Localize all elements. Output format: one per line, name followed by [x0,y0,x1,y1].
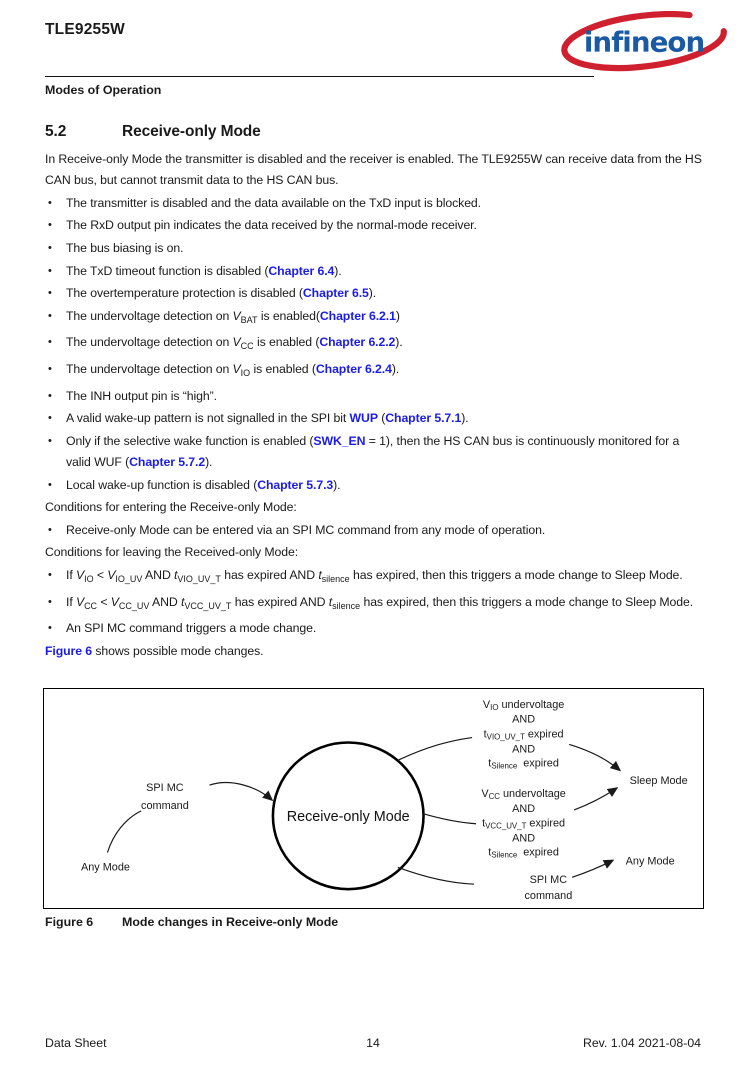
page-footer [45,1036,701,1056]
cond-vcc-to-sleep-arrow [574,788,617,810]
cond-io-to-sleep-arrow [569,744,620,770]
text-segment: silence [332,600,361,611]
spimc-to-state-arrow [210,783,272,800]
text-segment: V [110,594,119,609]
text-segment: IO_UV [115,573,143,584]
figure-caption [45,915,338,929]
body-content [45,122,703,663]
bullet-item [45,520,703,541]
cond-vcc-and2: AND [512,832,536,845]
bullet-text: The undervoltage detection on $V_{IO}$ is enabled (Chapter 6.2.4). [66,361,400,378]
bullet-text: Receive-only Mode can be entered via an SPI MC command from any mode of operation. [66,522,546,537]
bullet-text: The undervoltage detection on $V_{BAT}$ is enabled(Chapter 6.2.1) [66,308,400,325]
bullet-item [45,431,703,473]
left-trigger-line2: command [141,799,189,812]
bullet-item [45,215,703,236]
text-segment: t [174,567,178,582]
cond-vcc-and1: AND [512,802,536,815]
bullet-item [45,193,703,214]
bullet-item [45,475,703,496]
chapter-link[interactable]: Chapter 6.2.2 [319,335,396,350]
text-segment: VIO_UV_T [177,573,221,584]
header-rule [45,76,594,77]
bullet-text: Only if the selective wake function is enabled (SWK_EN = 1), then the HS CAN bus is continuously monitored for a valid WUF (Chapter 5.7.2). [66,433,680,469]
bullet-text: The RxD output pin indicates the data received by the normal-mode receiver. [66,218,477,233]
chapter-link[interactable]: Chapter 5.7.2 [129,454,206,469]
bullet-item [45,359,703,384]
bullet-marker: • [48,309,52,322]
paragraph: Conditions for entering the Receive-only Mode: [45,500,297,515]
bottom-trigger-line1: SPI MC [529,874,568,887]
bullet-item [45,332,703,357]
paragraph: Figure 6 shows possible mode changes. [45,643,264,658]
bullet-text: The overtemperature protection is disabled (Chapter 6.5). [66,286,377,301]
bullet-text: If $V_{CC} < V_{CC\_UV}$ AND $t_{VCC\_UV\_T}$ has expired AND $t_{silence}$ has expired, then this triggers a mode change to Sleep Mode. [66,594,694,611]
bullet-text: A valid wake-up pattern is not signalled in the SPI bit WUP (Chapter 5.7.1). [66,411,469,426]
bullet-marker: • [48,478,52,491]
footer-doc-type: Data Sheet [45,1036,107,1050]
ellipse-to-spimc-curve [398,867,474,884]
bullet-marker: • [48,219,52,232]
cond-io-and2: AND [512,743,536,756]
figure-frame [43,688,704,909]
source-any-mode-label: Any Mode [80,861,130,874]
bullet-text: The transmitter is disabled and the data available on the TxD input is blocked. [66,195,481,210]
cond-io-line5: tSilence expired [488,757,559,771]
logo-wordmark: infineon [583,25,705,59]
bullet-marker: • [48,523,52,536]
bullet-text: The undervoltage detection on $V_{CC}$ is enabled (Chapter 6.2.2). [66,335,403,352]
text-segment: VCC_UV_T [184,600,232,611]
bottom-trigger-line2: command [524,890,573,903]
paragraph: In Receive-only Mode the transmitter is disabled and the receiver is enabled. The TLE9255W can receive data from the HS CAN bus, but cannot transmit data to the HS CAN bus. [45,152,702,188]
bullet-item [45,306,703,331]
footer-revision: Rev. 1.04 2021-08-04 [582,1036,701,1050]
anymode-to-spimc-curve [107,811,141,853]
text-segment: CC [240,341,254,352]
section-title: Receive-only Mode [122,123,261,140]
text-segment: CC [84,600,98,611]
bullet-marker: • [48,241,52,254]
bullet-text: The TxD timeout function is disabled (Chapter 6.4). [66,263,342,278]
bullet-marker: • [48,434,52,447]
bullet-marker: • [48,595,52,608]
bullet-item [45,386,703,407]
text-segment: BAT [240,314,258,325]
section-number: 5.2 [45,123,67,140]
text-segment: CC_UV [118,600,150,611]
text-segment: IO [84,573,94,584]
chapter-link[interactable]: Chapter 6.2.4 [315,361,392,376]
bullet-item [45,618,703,639]
target-any-mode-label: Any Mode [625,855,675,868]
chapter-link[interactable]: Chapter 5.7.1 [385,411,462,426]
figure-caption-label: Figure 6 [45,915,94,929]
chapter-link[interactable]: SWK_EN [313,433,366,448]
left-trigger-line1: SPI MC [146,782,184,795]
bullet-item [45,592,703,617]
chapter-header: Modes of Operation [45,83,162,97]
chapter-link[interactable]: WUP [349,411,378,426]
bullet-marker: • [48,389,52,402]
bullet-item [45,408,703,429]
bullet-text: An SPI MC command triggers a mode change. [66,621,317,636]
bullet-marker: • [48,568,52,581]
cond-vcc-line3: tVCC_UV_T expired [482,817,566,831]
infineon-logo [560,11,732,73]
bullet-item [45,283,703,304]
bullet-marker: • [48,412,52,425]
chapter-link[interactable]: Chapter 6.2.1 [319,308,396,323]
chapter-link[interactable]: Chapter 6.4 [268,263,335,278]
mode-change-diagram [44,689,701,906]
text-segment: t [328,594,333,609]
bullet-item [45,565,703,590]
cond-vcc-line5: tSilence expired [488,846,559,860]
bullet-item [45,238,703,259]
bullet-marker: • [48,336,52,349]
bullet-marker: • [48,196,52,209]
bullet-text: The INH output pin is “high”. [66,388,217,403]
text-segment: V [75,594,85,609]
cond-vcc-line1: VCC undervoltage [481,788,566,801]
chapter-link[interactable]: Figure 6 [45,643,93,658]
text-segment: IO [240,367,251,378]
text-segment: silence [321,573,350,584]
text-segment: V [232,335,241,350]
bullet-marker: • [48,362,52,375]
ellipse-to-cond-vcc-curve [424,814,477,824]
bullet-marker: • [48,264,52,277]
ellipse-to-cond-io-curve [398,738,472,761]
target-sleep-mode-label: Sleep Mode [629,775,688,788]
diagram-state-label: Receive-only Mode [286,808,410,825]
text-segment: V [75,567,85,582]
chapter-link[interactable]: Chapter 6.5 [302,286,369,301]
text-blocks [45,149,703,662]
text-segment: t [318,567,322,582]
cond-io-line1: VIO undervoltage [482,698,565,712]
spimc-to-anymode-arrow [572,860,613,877]
bullet-text: The bus biasing is on. [66,240,184,255]
text-segment: V [232,361,241,376]
chapter-link[interactable]: Chapter 5.7.3 [257,477,334,492]
paragraph: Conditions for leaving the Received-only Mode: [45,545,299,560]
text-segment: t [181,594,185,609]
cond-io-and1: AND [512,713,536,726]
document-title: TLE9255W [45,21,125,38]
bullet-marker: • [48,287,52,300]
figure-caption-text: Mode changes in Receive-only Mode [122,915,339,929]
bullet-text: If $V_{IO} < V_{IO\_UV}$ AND $t_{VIO\_UV\_T}$ has expired AND $t_{silence}$ has expired, then this triggers a mode change to Sleep Mode. [66,567,683,584]
cond-io-line3: tVIO_UV_T expired [483,728,564,742]
text-segment: V [107,567,116,582]
text-segment: V [232,308,241,323]
bullet-item [45,261,703,282]
bullet-text: Local wake-up function is disabled (Chapter 5.7.3). [66,477,341,492]
bullet-marker: • [48,622,52,635]
footer-page-number: 14 [366,1036,380,1050]
section-heading [45,122,703,141]
